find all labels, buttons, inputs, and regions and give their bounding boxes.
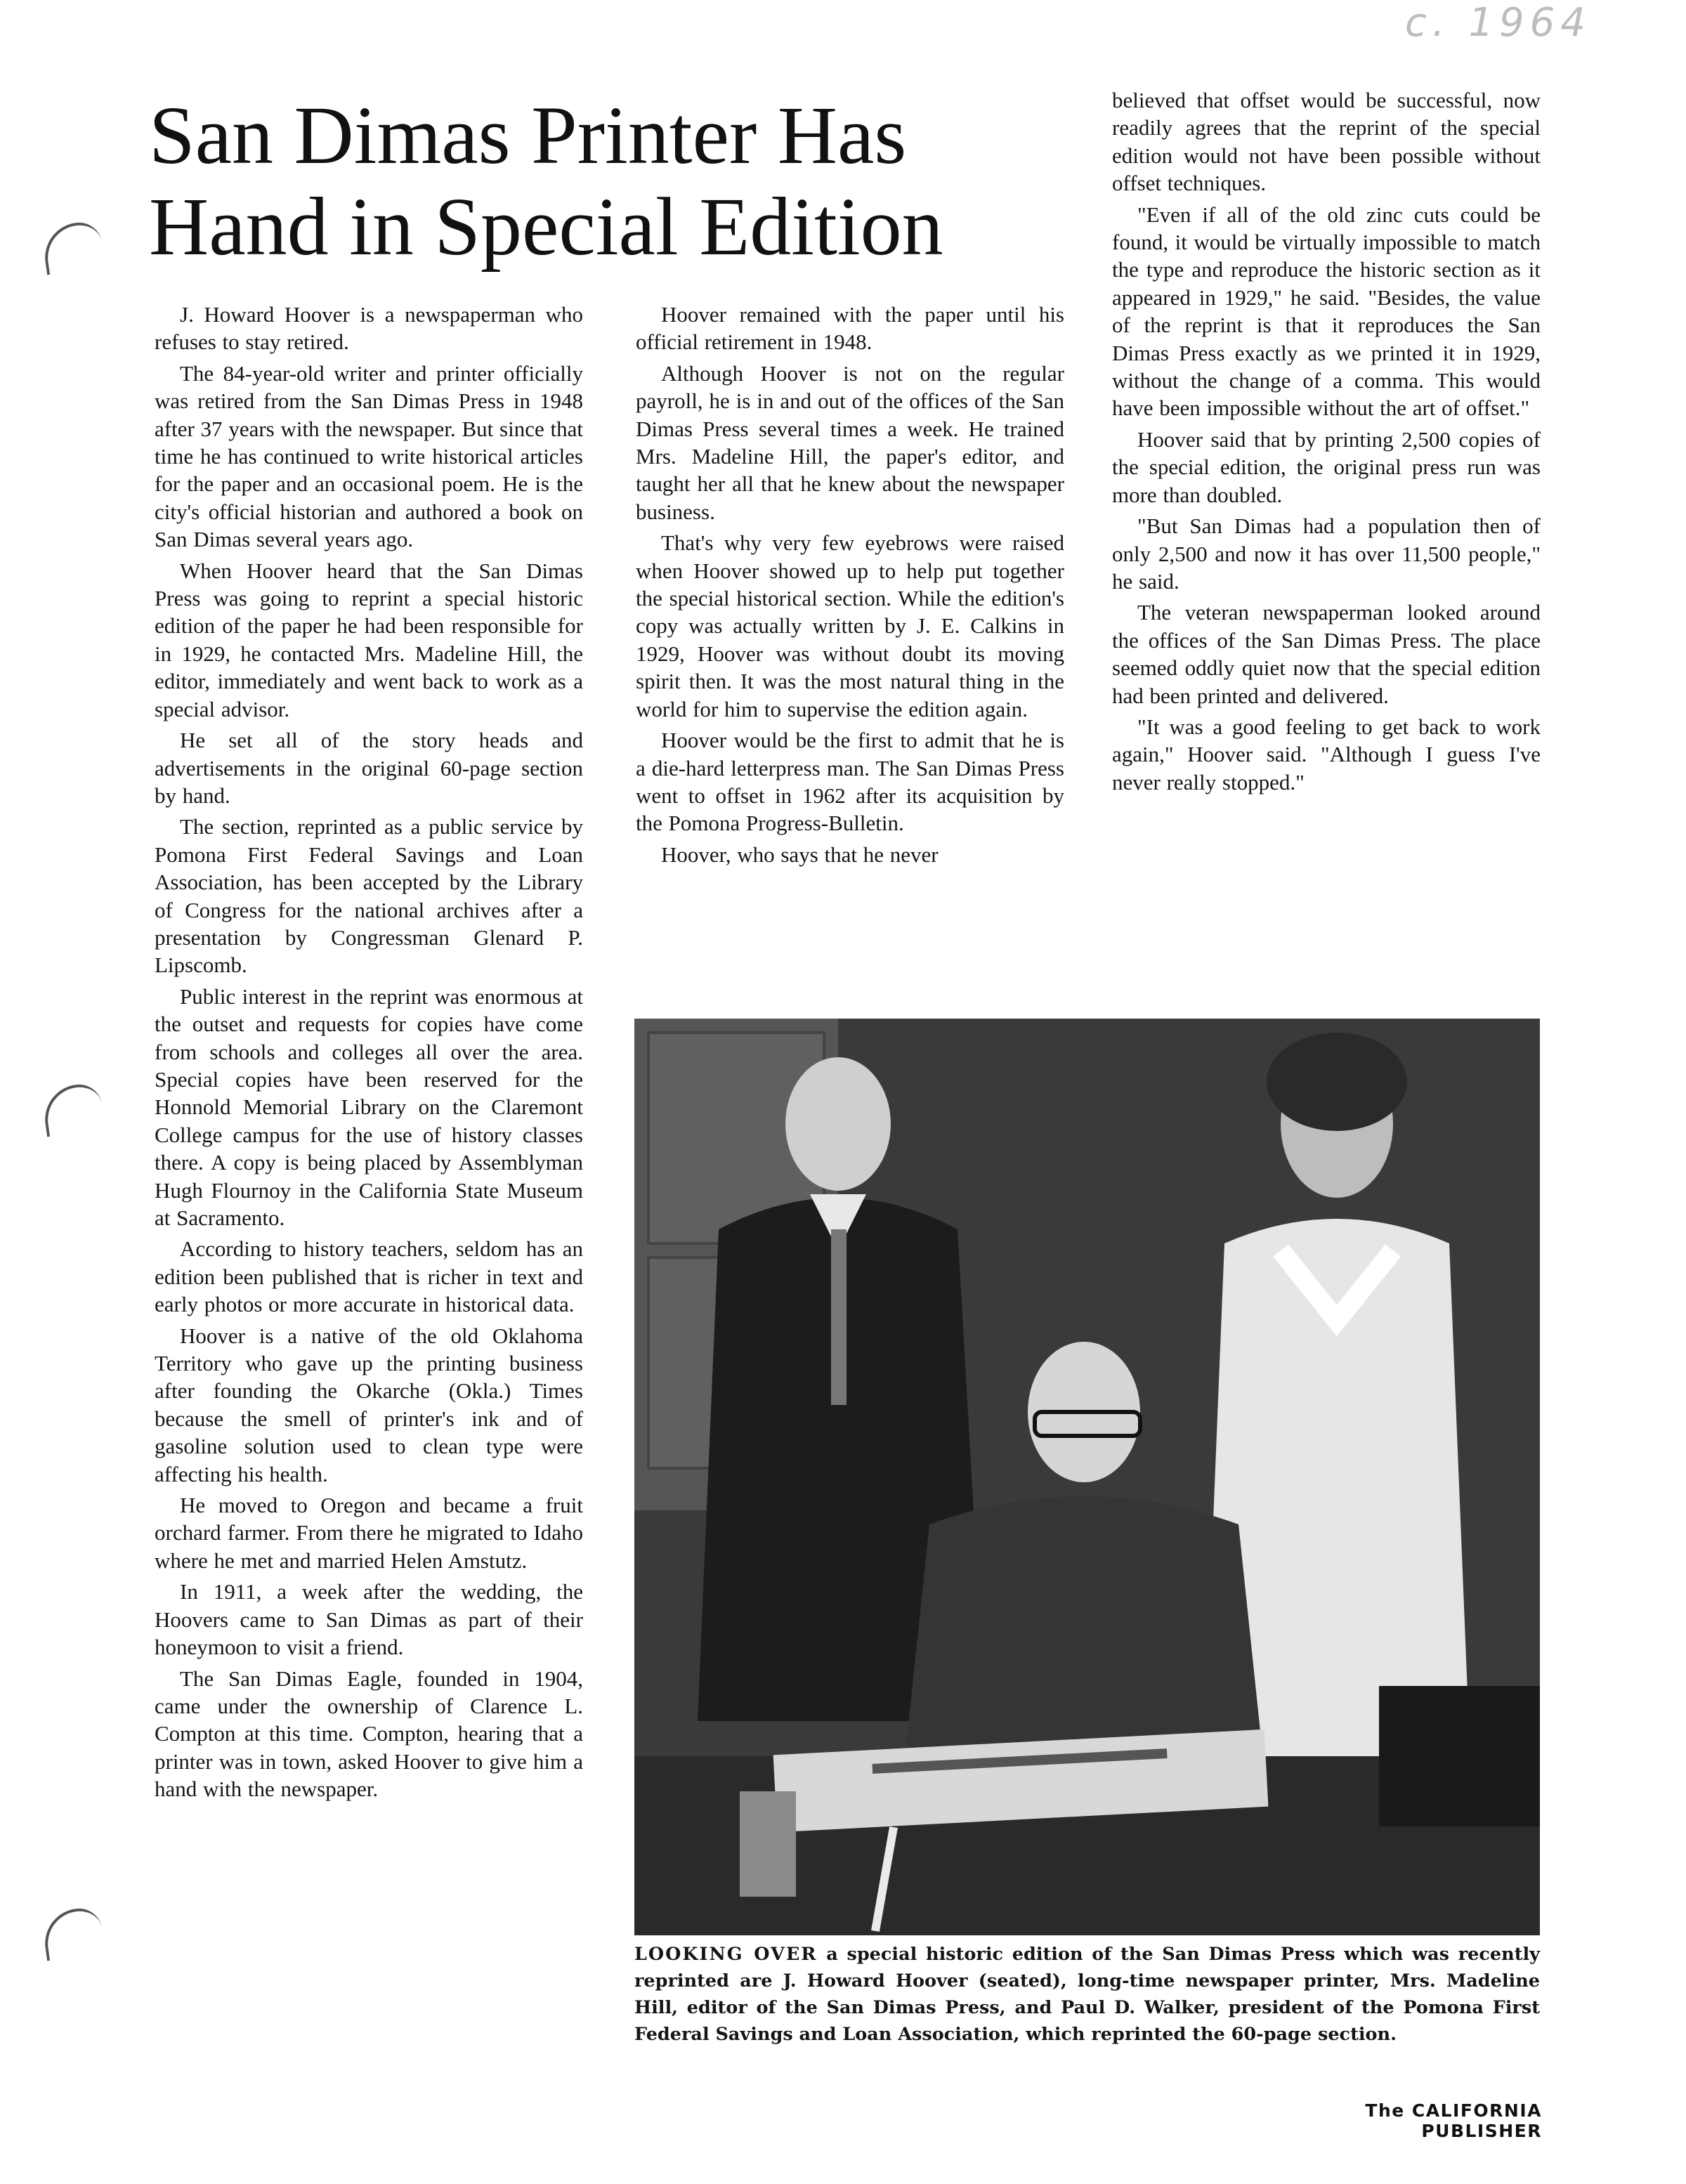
paragraph: He moved to Oregon and became a fruit orchard farmer. From there he migrated to Idaho where he met and married Helen Amstutz. [155,1493,583,1573]
paragraph: "Even if all of the old zinc cuts could be found, it would be virtually impossible to match the type and reproduce the historic section as it appeared in 1929," he said. "Besides, the value of the reprint is that it reproduces the San Dimas Press exactly as we printed it in 1929, without the change of a comma. This would have been impossible without the art of offset." [1112,202,1541,421]
paragraph: According to history teachers, seldom has an edition been published that is richer in text and early photos or more accurate in historical data. [155,1236,583,1317]
paragraph: In 1911, a week after the wedding, the Hoovers came to San Dimas as part of their honeymoon to visit a friend. [155,1579,583,1660]
paragraph: When Hoover heard that the San Dimas Press was going to reprint a special historic edition of the paper he had been responsible for in 1929, he contacted Mrs. Madeline Hill, the editor, immediately and went back to work as a special advisor. [155,558,583,721]
article-column-3 [1112,86,1541,799]
paragraph: believed that offset would be successful, now readily agrees that the reprint of the special edition would not have been possible without offset techniques. [1112,88,1541,196]
paragraph: He set all of the story heads and advertisements in the original 60-page section by hand. [155,728,583,808]
standing-woman-hair [1267,1033,1407,1131]
paragraph: Hoover would be the first to admit that he is a die-hard letterpress man. The San Dimas Press went to offset in 1962 after its acquisition by the Pomona Progress-Bulletin. [636,728,1064,836]
article-column-2 [636,301,1064,872]
striped-tie [831,1229,847,1405]
paragraph: Public interest in the reprint was enormous at the outset and requests for copies have come from schools and colleges all over the area. Special copies have been reserved for the Honnold Memorial Library on the Claremont College campus for the use of history classes there. A copy is being placed by Assemblyman Hugh Flournoy in the California State Museum at Sacramento. [155,983,583,1230]
paragraph: The 84-year-old writer and printer officially was retired from the San Dimas Press in 1948 after 37 years with the newspaper. But since that time he has continued to write historical articles for the paper and an occasional poem. He is the city's official historian and authored a book on San Dimas several years ago. [155,360,583,552]
paragraph: Hoover said that by printing 2,500 copies of the special edition, the original press run was more than doubled. [1112,426,1541,507]
paragraph: J. Howard Hoover is a newspaperman who refuses to stay retired. [155,302,583,355]
caption-lead: LOOKING OVER [634,1944,818,1965]
paragraph: That's why very few eyebrows were raised when Hoover showed up to help put together the special historical section. While the edition's copy was actually written by J. E. Calkins in 1929, Hoover was without doubt its moving spirit then. It was the most natural thing in the world for him to supervise the edition again. [636,530,1064,721]
standing-man-head [785,1057,891,1191]
paragraph: The veteran newspaperman looked around the offices of the San Dimas Press. The place seemed oddly quiet now that the special edition had been printed and delivered. [1112,600,1541,708]
typewriter [1379,1686,1540,1826]
pencil-cup [740,1791,796,1897]
paragraph: Hoover, who says that he never [661,842,939,867]
binder-hole-bottom [41,1905,106,1961]
article-photo [634,1019,1540,1935]
paragraph: Hoover remained with the paper until his official retirement in 1948. [636,302,1064,355]
photo-illustration [634,1019,1540,1935]
paragraph: Hoover is a native of the old Oklahoma Territory who gave up the printing business after founding the Okarche (Okla.) Times because the smell of printer's ink and of gasoline solution used to clean type were affecting his health. [155,1323,583,1486]
paragraph: "But San Dimas had a population then of only 2,500 and now it has over 11,500 people," he said. [1112,514,1541,594]
paragraph: Although Hoover is not on the regular payroll, he is in and out of the offices of the San Dimas Press several times a week. He trained Mrs. Madeline Hill, the paper's editor, and taught her all that he knew about the newspaper business. [636,360,1064,524]
binder-hole-top [41,219,106,275]
binder-hole-middle [41,1081,106,1137]
paragraph: "It was a good feeling to get back to work again," Hoover said. "Although I guess I've never really stopped." [1112,714,1541,795]
publication-footer: The CALIFORNIA PUBLISHER [1365,2100,1542,2141]
paragraph: The section, reprinted as a public service by Pomona First Federal Savings and Loan Association, has been accepted by the Library of Congress for the national archives after a presentation by Congressman Glenard P. Lipscomb. [155,814,583,978]
handwritten-date-annotation: c. 1964 [1405,0,1591,46]
article-column-1 [155,301,583,1807]
photo-caption [634,1941,1540,2048]
headline: San Dimas Printer Has Hand in Special Edition [149,89,943,273]
caption-text: a special historic edition of the San Dimas Press which was recently reprinted are J. Howard Hoover (seated), long-time newspaper printer, Mrs. Madeline Hill, editor of the San Dimas Press, and Paul D. Walker, president of the Pomona First Federal Savings and Loan Association, which reprinted the 60-page section. [634,1944,1540,2045]
paragraph: The San Dimas Eagle, founded in 1904, came under the ownership of Clarence L. Compton at this time. Compton, hearing that a printer was in town, asked Hoover to give him a hand with the newspaper. [155,1666,583,1802]
